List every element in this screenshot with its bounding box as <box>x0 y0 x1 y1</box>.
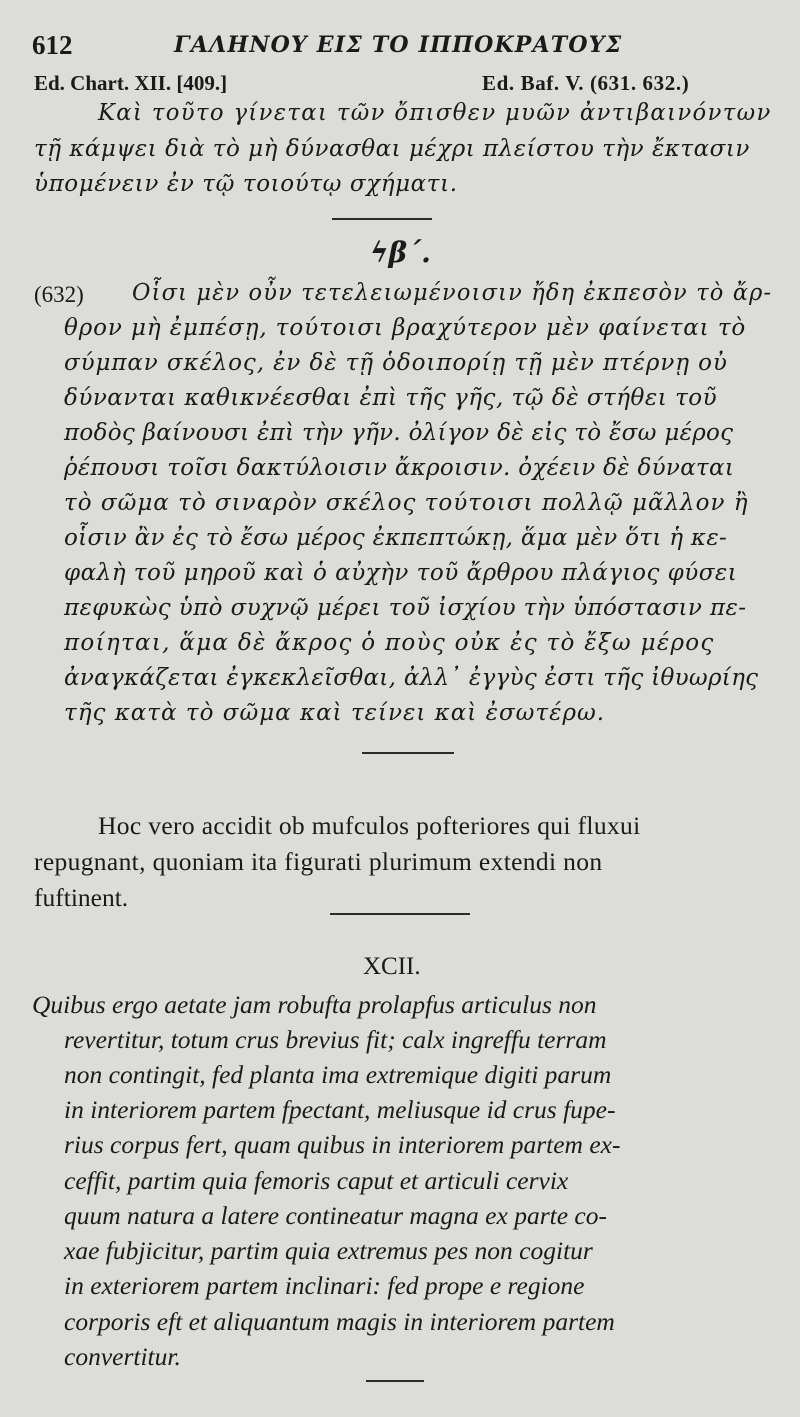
text-line: corporis eft et aliquantum magis in interiorem partem <box>64 1307 615 1336</box>
text-line: quum natura a latere contineatur magna ex parte co- <box>64 1201 607 1230</box>
text-line: rius corpus fert, quam quibus in interiorem partem ex- <box>64 1130 621 1159</box>
text-line: δύνανται καθικνέεσθαι ἐπὶ τῆς γῆς, τῷ δὲ στήθει τοῦ <box>64 385 718 411</box>
greek-section-number: ϟβ΄. <box>370 236 431 269</box>
text-line: in interiorem partem fpectant, meliusque id crus fupe- <box>64 1095 616 1124</box>
text-line: convertitur. <box>64 1342 181 1371</box>
divider <box>330 913 470 915</box>
text-line: τῇ κάμψει διὰ τὸ μὴ δύνασθαι μέχρι πλείστου τὴν ἔκτασιν <box>34 136 750 162</box>
edition-right: Ed. Baf. V. (631. 632.) <box>482 71 690 95</box>
text-line: fuftinent. <box>34 883 129 912</box>
text-line: θρον μὴ ἐμπέσῃ, τούτοισι βραχύτερον μὲν φαίνεται τὸ <box>64 315 747 341</box>
text-line: πεφυκὼς ὑπὸ συχνῷ μέρει τοῦ ἰσχίου τὴν ὑπόστασιν πε- <box>64 595 747 621</box>
text-line: τῆς κατὰ τὸ σῶμα καὶ τείνει καὶ ἐσωτέρω. <box>64 700 606 726</box>
text-line: repugnant, quoniam ita figurati plurimum extendi non <box>34 847 603 876</box>
text-line: in exteriorem partem inclinari: fed prope e regione <box>64 1271 585 1300</box>
text-line: ποίηται, ἅμα δὲ ἄκρος ὁ ποὺς οὐκ ἐς τὸ ἔξω μέρος <box>64 630 715 656</box>
text-line: ὑπομένειν ἐν τῷ τοιούτῳ σχήματι. <box>34 171 458 197</box>
divider <box>366 1380 424 1382</box>
text-line: ἀναγκάζεται ἐγκεκλεῖσθαι, ἀλλ᾽ ἐγγὺς ἐστι τῆς ἰθυωρίης <box>64 665 759 691</box>
text-line: revertitur, totum crus brevius fit; calx ingreffu terram <box>64 1025 607 1054</box>
divider <box>362 752 454 754</box>
text-line: Hoc vero accidit ob mufculos pofteriores qui fluxui <box>98 811 641 840</box>
text-line: τὸ σῶμα τὸ σιναρὸν σκέλος τούτοισι πολλῷ μᾶλλον ἢ <box>64 490 749 516</box>
text-line: Καὶ τοῦτο γίνεται τῶν ὄπισθεν μυῶν ἀντιβαινόντων <box>98 100 772 126</box>
divider <box>332 218 432 220</box>
text-line: Οἷσι μὲν οὖν τετελειωμένοισιν ἤδη ἐκπεσὸν τὸ ἄρ- <box>132 280 773 306</box>
edition-left: Ed. Chart. XII. [409.] <box>34 71 228 95</box>
running-title: ΓΑΛΗΝΟΥ ΕΙΣ ΤΟ ΙΠΠΟΚΡΑΤΟΥΣ <box>174 32 623 58</box>
text-line: φαλὴ τοῦ μηροῦ καὶ ὁ αὐχὴν τοῦ ἄρθρου πλάγιος φύσει <box>64 560 738 586</box>
text-line: ῥέπουσι τοῖσι δακτύλοισιν ἄκροισιν. ὀχέειν δὲ δύναται <box>64 455 735 481</box>
latin-section-number: XCII. <box>363 953 421 980</box>
text-line: xae fubjicitur, partim quia extremus pes non cogitur <box>64 1236 593 1265</box>
text-line: Quibus ergo aetate jam robufta prolapfus articulus non <box>32 990 597 1019</box>
text-line: non contingit, fed planta ima extremique digiti parum <box>64 1060 612 1089</box>
text-line: ceffit, partim quia femoris caput et articuli cervix <box>64 1166 569 1195</box>
page-number: 612 <box>32 30 73 60</box>
text-line: ποδὸς βαίνουσι ἐπὶ τὴν γῆν. ὀλίγον δὲ εἰς τὸ ἔσω μέρος <box>64 420 734 446</box>
text-line: οἷσιν ἂν ἐς τὸ ἔσω μέρος ἐκπεπτώκῃ, ἅμα μὲν ὅτι ἡ κε- <box>64 525 728 551</box>
section-marker: (632) <box>34 282 84 307</box>
text-line: σύμπαν σκέλος, ἐν δὲ τῇ ὁδοιπορίῃ τῇ μὲν πτέρνῃ οὐ <box>64 350 728 376</box>
